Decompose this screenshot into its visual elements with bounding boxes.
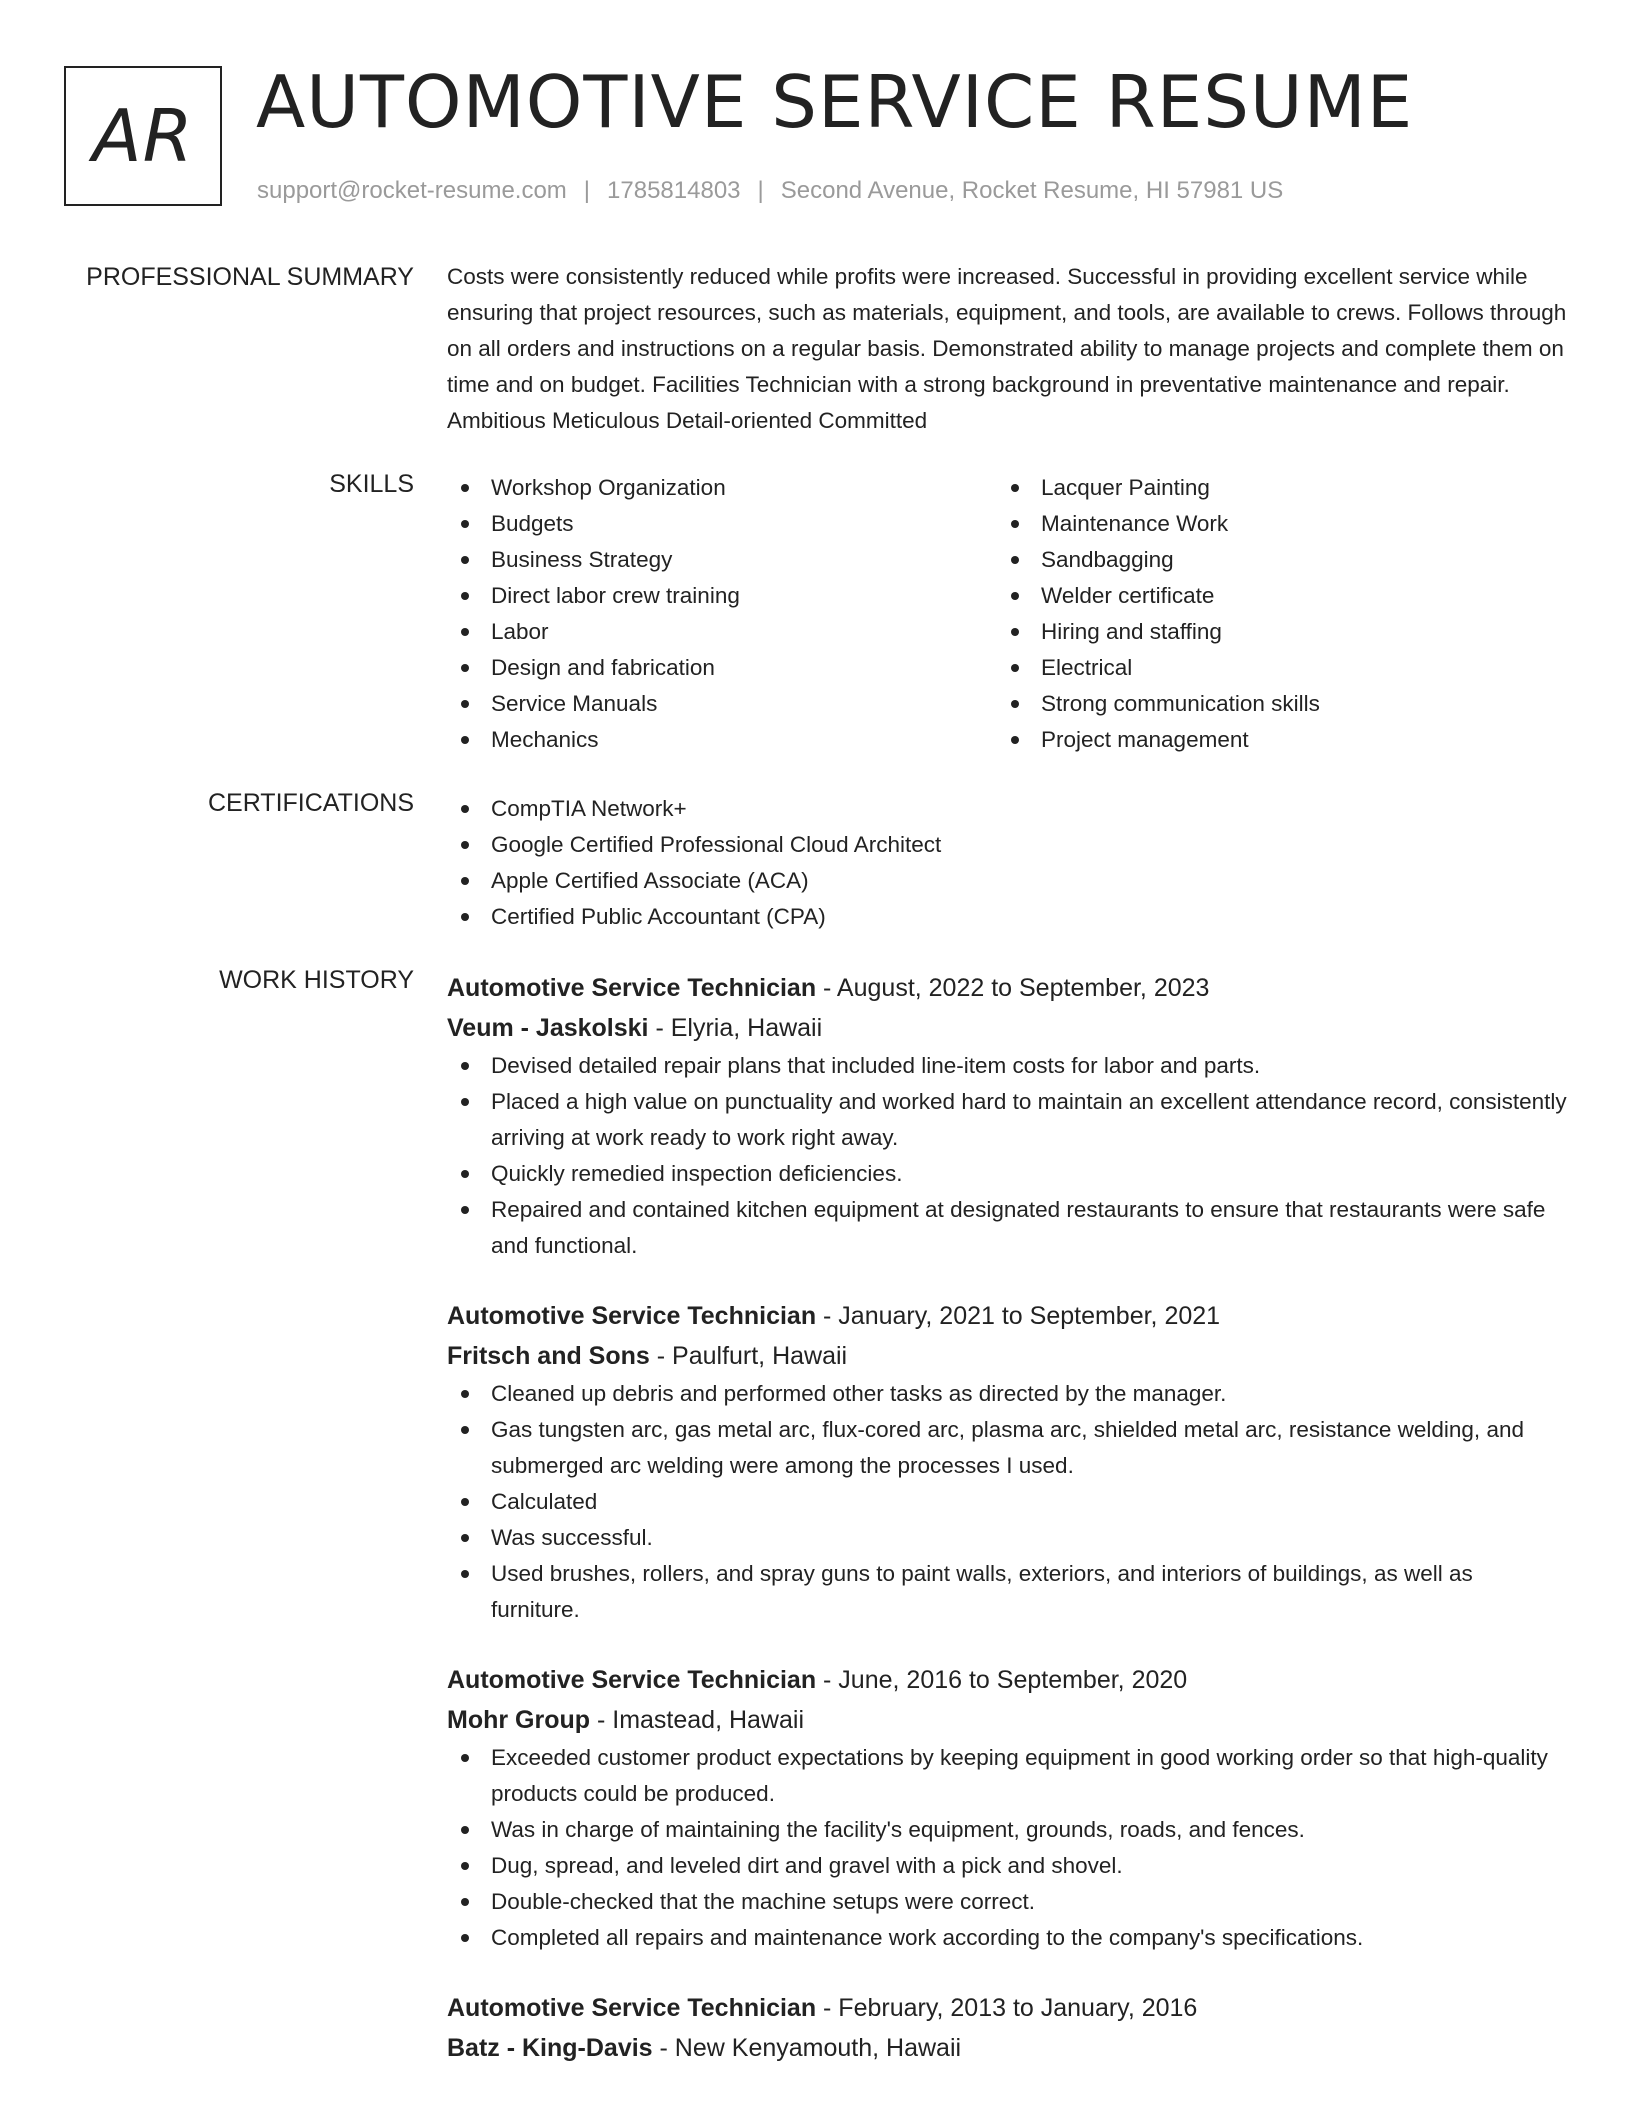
job-location: - New Kenyamouth, Hawaii [652,2034,962,2062]
list-item: CompTIA Network+ [447,791,1567,827]
job-company: Veum - Jaskolski [447,1014,649,1042]
list-item: Google Certified Professional Cloud Architect [447,827,1567,863]
skills-list-right [997,470,1547,758]
list-item: Was in charge of maintaining the facility's equipment, grounds, roads, and fences. [447,1812,1567,1848]
list-item: Placed a high value on punctuality and worked hard to maintain an excellent attendance record, consistently arriving at work ready to work right away. [447,1084,1567,1156]
job-company-line [447,1700,1567,1740]
job-title: Automotive Service Technician [447,1994,817,2022]
job-title: Automotive Service Technician [447,1666,817,1694]
job-location: - Imastead, Hawaii [590,1706,804,1734]
job-title: Automotive Service Technician [447,974,817,1002]
list-item: Completed all repairs and maintenance work according to the company's specifications. [447,1920,1567,1956]
list-item: Business Strategy [447,542,997,578]
certifications-section [447,791,1567,935]
list-item: Service Manuals [447,686,997,722]
job-company-line [447,1336,1567,1376]
job-title-line [447,1660,1567,1700]
job-bullet-list [447,1740,1567,1956]
list-item: Strong communication skills [997,686,1547,722]
job-bullet-list [447,1376,1567,1628]
list-item: Budgets [447,506,997,542]
certifications-heading: CERTIFICATIONS [207,789,414,817]
job-entry [447,1296,1567,1628]
certifications-list [447,791,1567,935]
list-item: Apple Certified Associate (ACA) [447,863,1567,899]
list-item: Hiring and staffing [997,614,1547,650]
summary-text: Costs were consistently reduced while profits were increased. Successful in providing excellent service while ensuring that project resources, such as materials, equipment, and tools, are available to crews. Follows through on all orders and instructions on a regular basis. Demonstrated ability to manage projects and complete them on time and on budget. Facilities Technician with a strong background in preventative maintenance and repair. Ambitious Meticulous Detail-oriented Committed [447,264,1567,433]
list-item: Design and fabrication [447,650,997,686]
job-entry [447,1660,1567,1956]
contact-line [257,174,1283,208]
skills-heading: SKILLS [329,470,414,498]
skills-list-left [447,470,997,758]
monogram-initials: AR [92,94,194,178]
list-item: Calculated [447,1484,1567,1520]
list-item: Cleaned up debris and performed other tasks as directed by the manager. [447,1376,1567,1412]
job-company: Batz - King-Davis [447,2034,653,2062]
job-company: Mohr Group [447,1706,591,1734]
job-title: Automotive Service Technician [447,1302,817,1330]
job-entry [447,1988,1567,2068]
job-title-line [447,1296,1567,1336]
list-item: Workshop Organization [447,470,997,506]
job-title-line [447,968,1567,1008]
list-item: Quickly remedied inspection deficiencies. [447,1156,1567,1192]
list-item: Sandbagging [997,542,1547,578]
list-item: Exceeded customer product expectations by keeping equipment in good working order so that high-quality products could be produced. [447,1740,1567,1812]
job-location: - Elyria, Hawaii [648,1014,823,1042]
list-item: Direct labor crew training [447,578,997,614]
contact-email: support@rocket-resume.com [257,177,567,204]
work-history-section [447,968,1567,2068]
job-company-line [447,2028,1567,2068]
contact-separator: | [583,177,591,204]
list-item: Welder certificate [997,578,1547,614]
list-item: Lacquer Painting [997,470,1547,506]
list-item: Certified Public Accountant (CPA) [447,899,1567,935]
resume-title: AUTOMOTIVE SERVICE RESUME [256,60,1414,144]
job-bullet-list [447,1048,1567,1264]
list-item: Was successful. [447,1520,1567,1556]
contact-phone: 1785814803 [607,177,741,204]
job-dates: - January, 2021 to September, 2021 [816,1302,1221,1330]
job-location: - Paulfurt, Hawaii [649,1342,848,1370]
contact-address: Second Avenue, Rocket Resume, HI 57981 US [780,177,1284,204]
list-item: Labor [447,614,997,650]
job-dates: - August, 2022 to September, 2023 [816,974,1210,1002]
work-history-heading: WORK HISTORY [219,966,414,994]
job-company: Fritsch and Sons [447,1342,650,1370]
skills-grid [447,470,1567,758]
list-item: Gas tungsten arc, gas metal arc, flux-cored arc, plasma arc, shielded metal arc, resistance welding, and submerged arc welding were among the processes I used. [447,1412,1567,1484]
list-item: Repaired and contained kitchen equipment at designated restaurants to ensure that restaurants were safe and functional. [447,1192,1567,1264]
job-dates: - February, 2013 to January, 2016 [816,1994,1198,2022]
summary-heading: PROFESSIONAL SUMMARY [86,263,414,291]
job-entry [447,968,1567,1264]
job-dates: - June, 2016 to September, 2020 [816,1666,1188,1694]
contact-separator: | [757,177,764,204]
list-item: Double-checked that the machine setups were correct. [447,1884,1567,1920]
list-item: Maintenance Work [997,506,1547,542]
list-item: Mechanics [447,722,997,758]
job-title-line [447,1988,1567,2028]
list-item: Devised detailed repair plans that included line-item costs for labor and parts. [447,1048,1567,1084]
list-item: Dug, spread, and leveled dirt and gravel with a pick and shovel. [447,1848,1567,1884]
job-company-line [447,1008,1567,1048]
list-item: Project management [997,722,1547,758]
monogram-box [64,66,222,206]
list-item: Electrical [997,650,1547,686]
list-item: Used brushes, rollers, and spray guns to paint walls, exteriors, and interiors of buildings, as well as furniture. [447,1556,1567,1628]
